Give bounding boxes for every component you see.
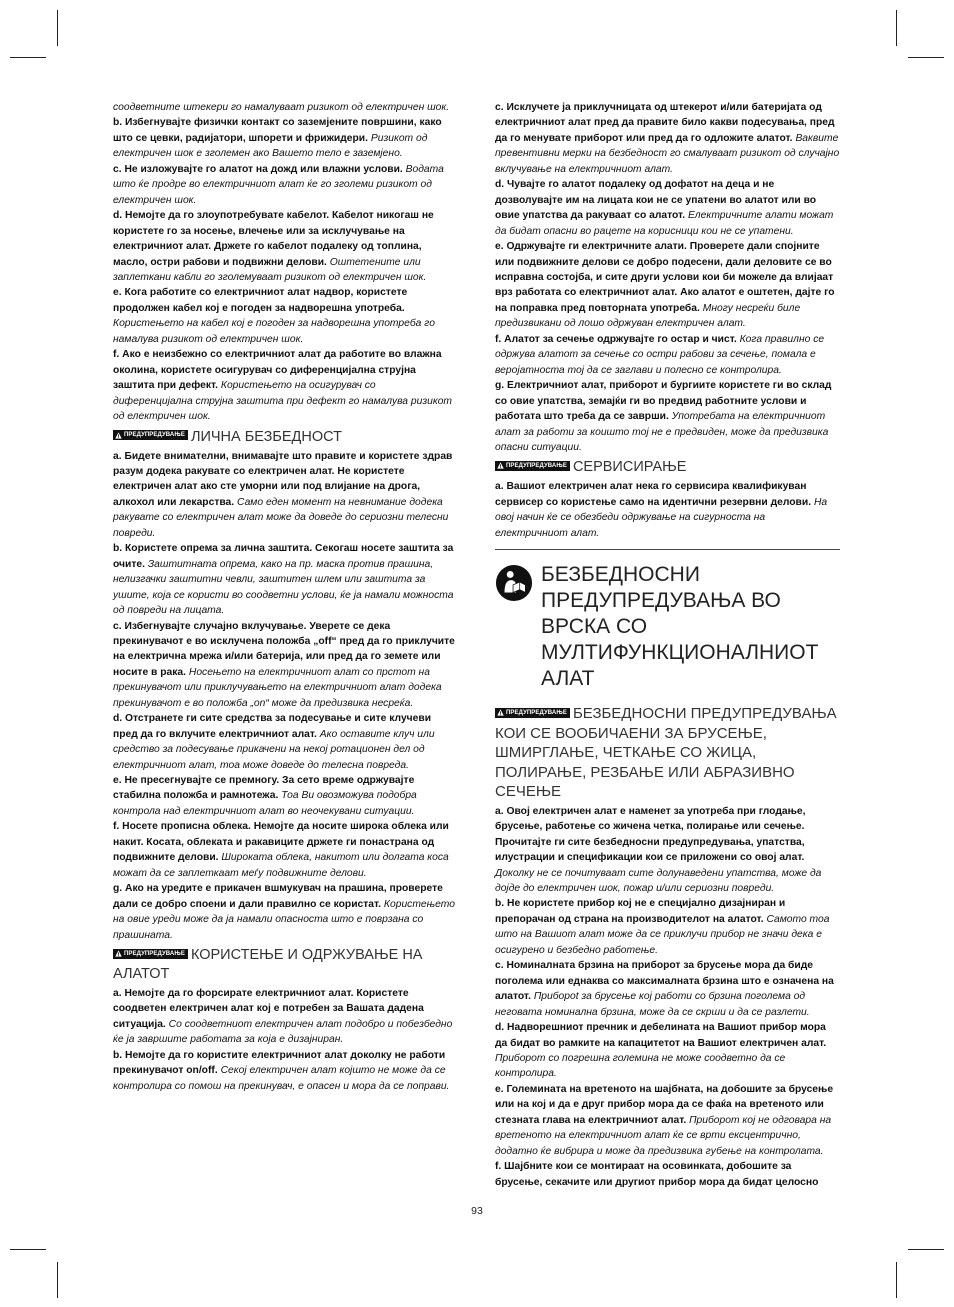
divider (495, 549, 840, 550)
paragraph: d. Чувајте го алатот подалеку од дофатот на деца и не дозволувајте им на лицата кои не се упатени во алатот или во овие упатства да ракуваат со алатот. Електричните алати можат да бидат опасни во рацете на корисници кои не се упатени. (495, 179, 834, 237)
paragraph: b. Не користете прибор кој не е специјално дизајниран и препорачан од страна на производителот на алатот. Самото тоа што на Вашиот алат може да се приклучи прибор не значи дека е осигурено и безбедно работење. (495, 898, 830, 956)
crop-mark (57, 1262, 58, 1298)
warning-badge: ПРЕДУПРЕДУВАЊЕ (113, 949, 188, 959)
paragraph: e. Одржувајте ги електричните алати. Проверете дали спојните или подвижните делови се добро подесени, дали деловите се во исправна состојба, и сите други услови кои би можеле да влијаат врз работата со електричниот алат. Ако алатот е оштетен, дајте го на поправка пред повторната употреба. Многу несреќи биле предизвикани од лошо одржуван електричен алат. (495, 241, 835, 330)
paragraph: f. Носете прописна облека. Немојте да носите широка облека или накит. Косата, облеката и ракавиците држете ги понастрана од подвижните делови. Широката облека, накитот или долгата коса можат да се заплеткаат меѓу подвижните делови. (113, 821, 449, 879)
warning-triangle-icon (497, 709, 504, 716)
crop-mark (10, 1249, 46, 1250)
paragraph: a. Немојте да го форсирате електричниот алат. Користете соодветен електричен алат кој е потребен за Вашата дадена ситуација. Со соодветниот електричен алат подобро и побезбедно ќе ја завршите работата за која е дизајниран. (113, 988, 453, 1046)
paragraph: e. Големината на вретеното на шајбната, на добошите за брусење или на кој и да е друг прибор мора да се фаќа на вретеното или стезната глава на електричниот алат. Приборот кој не одговара на вретеното на електричниот алат ќе се врти ексцентрично, додатно ќе вибрира и може да предизвика губење на контролата. (495, 1083, 834, 1157)
crop-mark (57, 10, 58, 46)
paragraph: f. Шајбните кои се монтираат на осовинката, добошите за брусење, секачите или другиот прибор мора да бидат целосно (495, 1161, 819, 1188)
crop-mark (896, 10, 897, 46)
section-heading: ПРЕДУПРЕДУВАЊЕ СЕРВИСИРАЊЕ (495, 458, 840, 477)
paragraph: f. Алатот за сечење одржувајте го остар и чист. Кога правилно се одржува алатот за сечење со остри рабови за сечење, помала е веројатноста тој да се заглави и полесно се контролира. (495, 333, 825, 376)
paragraph: c. Исклучете ја приклучницата од штекерот и/или батеријата од електричниот алат пред да правите било какви подесувања, пред да го менувате приборот или пред да го одложите алатот. Ваквите превентивни мерки на безбедност го смалуваат ризикот од случајно вклучување на електричниот алат. (495, 102, 840, 175)
warning-badge: ПРЕДУПРЕДУВАЊЕ (495, 708, 570, 718)
paragraph: a. Овој електричен алат е наменет за употреба при глодање, брусење, работење со жичена четка, полирање или сечење. Прочитајте ги сите безбедносни предупредувања, упатства, илустрации и спецификации кои се приложени со овој алат. Доколку не се почитуваат сите долунаведени упатства, може да дојде до електричен шок, пожар и/или сериозни повреди. (495, 805, 822, 894)
paragraph: c. Номиналната брзина на приборот за брусење мора да биде поголема или еднаква со максималната брзина што е означена на алатот. Прибороt за брусење кој работи со брзина поголема од неговата номинална брзина, може да се скрши и да се разлети. (495, 960, 834, 1018)
warning-badge: ПРЕДУПРЕДУВАЊЕ (495, 461, 570, 471)
right-column (495, 100, 840, 1190)
section-heading: ПРЕДУПРЕДУВАЊЕ БЕЗБЕДНОСНИ ПРЕДУПРЕДУВАЊА КОИ СЕ ВООБИЧАЕНИ ЗА БРУСЕЊЕ, ШМИРГЛАЊЕ, ЧЕТКАЊЕ СО ЖИЦА, ПОЛИРАЊЕ, РЕЗБАЊЕ ИЛИ АБРАЗИВНО СЕЧЕЊЕ (495, 705, 837, 801)
paragraph: соодветните штекери го намалуваат ризикот од електричен шок. (113, 102, 450, 113)
main-heading (495, 562, 840, 692)
left-column (113, 100, 458, 1094)
crop-mark (908, 1249, 944, 1250)
paragraph: g. Ако на уредите е прикачен вшмукувач на прашина, проверете дали се добро споени и дали правилно се користат. Користењето на овие уреди може да ја намали опасноста што е поврзана со прашината. (113, 883, 455, 941)
read-manual-icon (495, 564, 533, 602)
paragraph: b. Користете опрема за лична заштита. Секогаш носете заштита за очите. Заштитната опрема, како на пр. маска против прашина, нелизгачки заштитни чевли, заштитен шлем или заштита за ушите, која се користи во соодветни услови, ќе ја намали можноста од повреди на лицата. (113, 543, 454, 617)
section-heading: ПРЕДУПРЕДУВАЊЕ КОРИСТЕЊЕ И ОДРЖУВАЊЕ НА АЛАТОТ (113, 947, 423, 983)
warning-badge: ПРЕДУПРЕДУВАЊЕ (113, 430, 188, 440)
crop-mark (896, 1262, 897, 1298)
paragraph: a. Вашиот електричен алат нека го сервисира квалификуван сервисер со користење само на идентични резервни делови. На овој начин ќе се обезбеди одржување на сигурноста на електричниот алат. (495, 481, 828, 539)
warning-triangle-icon (497, 462, 504, 469)
paragraph: g. Електричниот алат, приборот и бургиите користете ги во склад со овие упатства, земајќи ги во предвид работните услови и работата што треба да се заврши. Употребата на електричниот алат за работи за коишто тој не е предвиден, може да предизвика опасни ситуации. (495, 380, 832, 453)
paragraph: c. Избегнувајте случајно вклучување. Уверете се дека прекинувачот е во исклучена положба „off“ пред да го приклучите на електрична мрежа и/или батерија, или пред да го земете или носите в рака. Носењето на електричниот алат со прстот на прекинувачот или приклучувањето на електричниот алат додека прекинувачот е во положба „on“ може да предизвика несреќа. (113, 620, 455, 709)
page-number: 93 (471, 1205, 483, 1217)
paragraph: e. Не пресегнувајте се премногу. За сето време одржувајте стабилна положба и рамнотежа. Тоа Ви овозможува подобра контрола над електричниот алат во неочекувани ситуации. (113, 775, 417, 817)
warning-triangle-icon (115, 950, 122, 957)
paragraph: c. Не изложувајте го алатот на дожд или влажни услови. Водата што ќе продре во електричниот алат ќе го зголеми ризикот од електричен шок. (113, 163, 444, 206)
section-heading: ПРЕДУПРЕДУВАЊЕ ЛИЧНА БЕЗБЕДНОСТ (113, 428, 458, 447)
paragraph: d. Немојте да го злоупотребувате кабелот. Кабелот никогаш не користете го за носење, влечење или за исклучување на електричниот алат. Држете го кабелот подалеку од топлина, масло, остри рабови и подвижни делови. Оштетените или заплеткани кабли го зголемуваат ризикот од електричен шок. (113, 210, 434, 283)
page-title: БЕЗБЕДНОСНИ ПРЕДУПРЕДУВАЊА ВО ВРСКА СО МУЛТИФУНКЦИОНАЛНИОТ АЛАТ (541, 563, 819, 691)
warning-triangle-icon (115, 432, 122, 439)
paragraph: b. Немојте да го користите електричниот алат доколку не работи прекинувачот on/off. Секој електричен алат којшто не може да се контролира со помош на прекинувач, е опасен и мора да се поправи. (113, 1049, 450, 1092)
paragraph: b. Избегнувајте физички контакт со заземјените површини, како што се цевки, радијатори, шпорети и фрижидери. Ризикот од електричен шок е зголемен ако Вашето тело е заземјено. (113, 117, 442, 160)
paragraph: a. Бидете внимателни, внимавајте што правите и користете здрав разум додека ракувате со електричен алат. Не користете електричен алат ако сте уморни или под влијание на дрога, алкохол или лекарства. Само еден момент на невнимание додека ракувате со електричен алат може да доведе до сериозни телесни повреди. (113, 450, 453, 539)
paragraph: d. Надворешниот пречник и дебелината на Вашиот прибор мора да бидат во рамките на капацитетот на Вашиот електричен алат. Приборот со погрешна големина не може соодветно да се контролира. (495, 1022, 827, 1080)
paragraph: d. Отстранете ги сите средства за подесување и сите клучеви пред да го вклучите електричниот алат. Ако оставите клуч или средство за подесување прикачени на некој ротационен дел од електричниот алат, тоа може доведе до телесна повреда. (113, 713, 435, 771)
paragraph: e. Кога работите со електричниот алат надвор, користете продолжен кабел кој е погоден за надворешна употреба. Користењето на кабел кој е погоден за надворешна употреба го намалува ризикот од електричен шок. (113, 287, 435, 345)
crop-mark (908, 57, 944, 58)
paragraph: f. Ако е неизбежно со електричниот алат да работите во влажна околина, користете осигурувач со диференцијална струјна заштита при дефект. Користењето на осигурувач со диференцијална струјна заштита при дефект го намалува ризикот од електричен шок. (113, 349, 453, 423)
crop-mark (10, 57, 46, 58)
